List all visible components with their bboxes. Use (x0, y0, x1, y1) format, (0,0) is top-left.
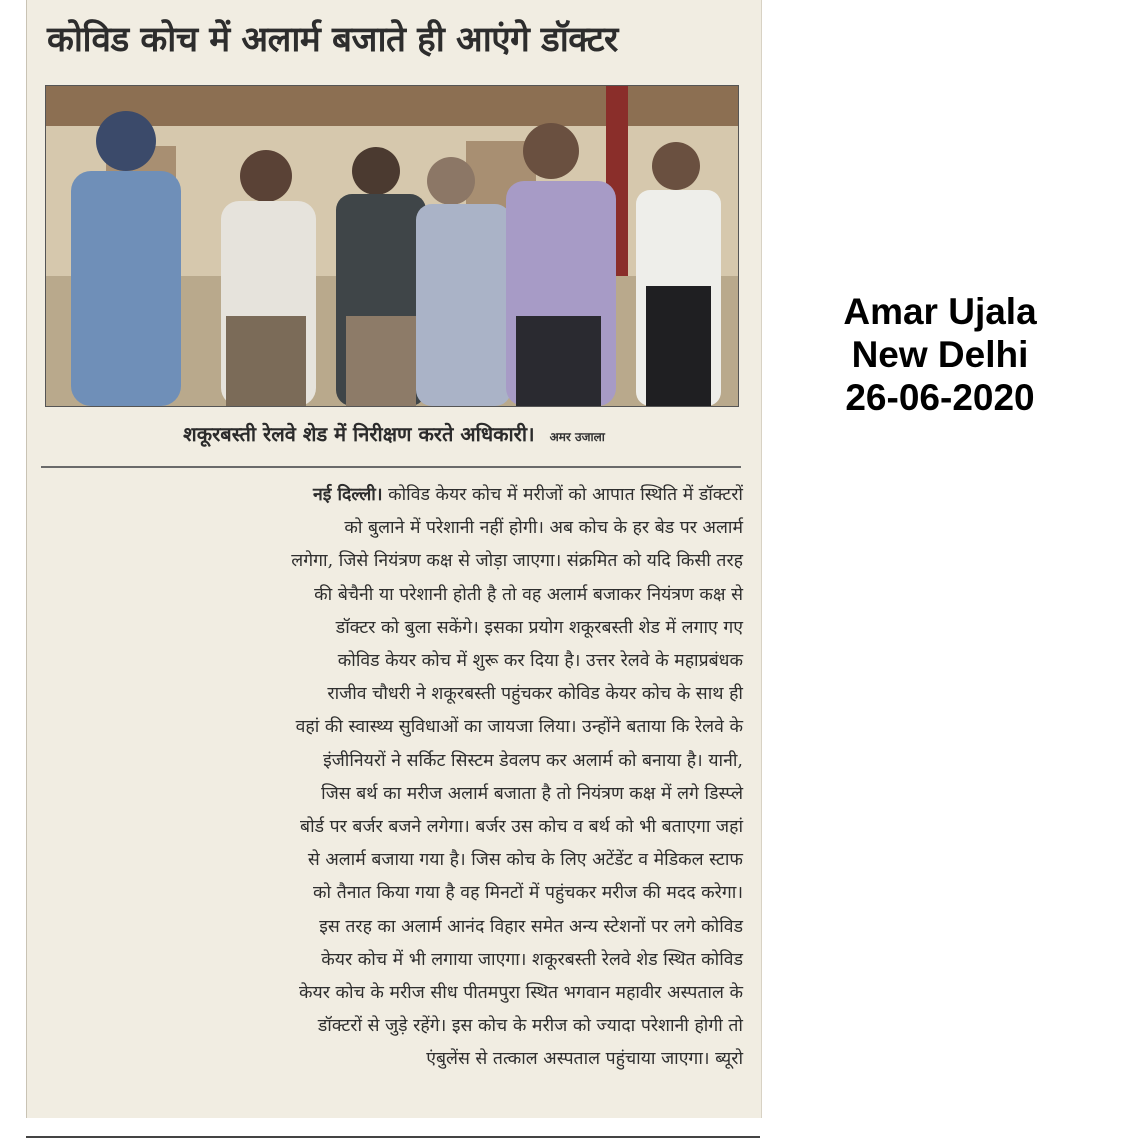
article-line: इस तरह का अलार्म आनंद विहार समेत अन्य स्टेशनों पर लगे कोविड (319, 916, 743, 937)
article-line: को बुलाने में परेशानी नहीं होगी। अब कोच के हर बेड पर अलार्म (344, 518, 743, 539)
caption-divider (41, 466, 741, 468)
article-line: बोर्ड पर बर्जर बजने लगेगा। बर्जर उस कोच व बर्थ को भी बताएगा जहां (300, 817, 743, 838)
article-line: को तैनात किया गया है वह मिनटों में पहुंचकर मरीज की मदद करेगा। (313, 883, 743, 904)
article-line: नई दिल्ली। कोविड केयर कोच में मरीजों को आपात स्थिति में डॉक्टरों (312, 484, 743, 505)
article-line: राजीव चौधरी ने शकूरबस्ती पहुंचकर कोविड केयर कोच के साथ ही (327, 684, 743, 705)
article-body (55, 478, 743, 1077)
article-line: की बेचैनी या परेशानी होती है तो वह अलार्म बजाकर नियंत्रण कक्ष से (314, 584, 743, 605)
newspaper-clipping (26, 0, 762, 1118)
source-publication: Amar Ujala (843, 291, 1037, 332)
article-line: इंजीनियरों ने सर्किट सिस्टम डेवलप कर अलार्म को बनाया है। यानी, (323, 750, 743, 771)
article-line: केयर कोच के मरीज सीध पीतमपुरा स्थित भगवान महावीर अस्पताल के (299, 983, 743, 1004)
article-line: कोविड केयर कोच में शुरू कर दिया है। उत्तर रेलवे के महाप्रबंधक (337, 651, 743, 672)
source-date: 26-06-2020 (845, 377, 1035, 418)
article-line: डॉक्टरों से जुड़े रहेंगे। इस कोच के मरीज को ज्यादा परेशानी होगी तो (317, 1016, 743, 1037)
headline: कोविड कोच में अलार्म बजाते ही आएंगे डॉक्टर (47, 20, 618, 60)
article-line: डॉक्टर को बुला सकेंगे। इसका प्रयोग शकूरबस्ती शेड में लगाए गए (335, 617, 743, 638)
caption-text: शकूरबस्ती रेलवे शेड में निरीक्षण करते अधिकारी। (183, 422, 535, 446)
article-line: जिस बर्थ का मरीज अलार्म बजाता है तो नियंत्रण कक्ष में लगे डिस्प्ले (321, 783, 743, 804)
article-line: से अलार्म बजाया गया है। जिस कोच के लिए अटेंडेंट व मेडिकल स्टाफ (307, 850, 743, 871)
article-line: एंबुलेंस से तत्काल अस्पताल पहुंचाया जाएगा। ब्यूरो (426, 1049, 743, 1070)
photo-illustration (46, 86, 738, 406)
dateline: नई दिल्ली। (312, 484, 383, 505)
photo-credit: अमर उजाला (549, 430, 605, 444)
article-line: केयर कोच में भी लगाया जाएगा। शकूरबस्ती रेलवे शेड स्थित कोविड (321, 949, 743, 970)
article-line: लगेगा, जिसे नियंत्रण कक्ष से जोड़ा जाएगा। संक्रमित को यदि किसी तरह (291, 551, 743, 572)
news-photo (45, 85, 739, 407)
article-line: वहां की स्वास्थ्य सुविधाओं का जायजा लिया। उन्होंने बताया कि रेलवे के (295, 717, 743, 738)
bottom-divider (26, 1136, 760, 1138)
photo-caption (27, 414, 761, 457)
source-city: New Delhi (851, 334, 1029, 375)
source-label (790, 290, 1090, 419)
